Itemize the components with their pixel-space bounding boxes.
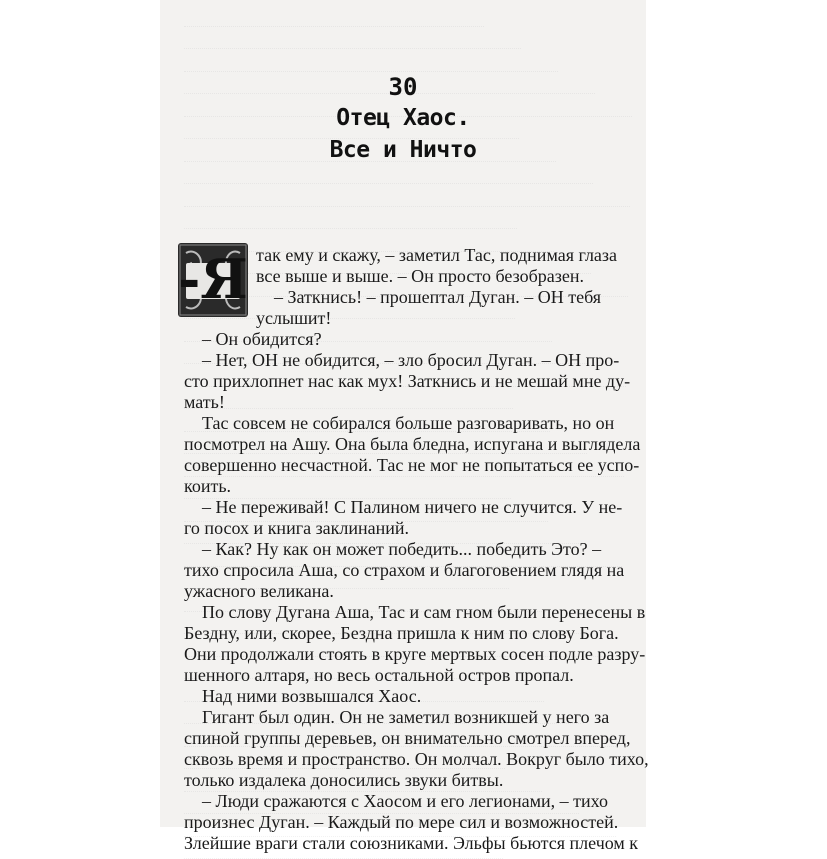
text-line: тихо спросила Аша, со страхом и благоговением глядя на	[184, 560, 624, 581]
text-line: Бездну, или, скорее, Бездна пришла к ним по слову Бога.	[184, 623, 619, 644]
text-line: – Не переживай! С Палином ничего не случится. У не-	[202, 497, 622, 518]
text-line: ужасного великана.	[184, 581, 334, 602]
text-line: шенного алтаря, но весь остальной остров пропал.	[184, 665, 574, 686]
text-line: Злейшие враги стали союзниками. Эльфы бьются плечом к	[184, 833, 638, 854]
text-line: – Заткнись! – прошептал Дуган. – ОН тебя	[274, 287, 601, 308]
bleed-through-line	[184, 184, 630, 207]
book-page	[160, 0, 646, 827]
text-line: По слову Дугана Аша, Тас и сам гном были перенесены в	[202, 602, 645, 623]
chapter-number: 30	[160, 72, 646, 102]
text-line: услышит!	[256, 308, 331, 329]
text-line: Гигант был один. Он не заметил возникшей у него за	[202, 707, 609, 728]
bleed-through-line	[184, 207, 517, 230]
text-line: – Как? Ну как он может победить... победить Это? –	[202, 539, 601, 560]
text-line: коить.	[184, 476, 231, 497]
text-line: все выше и выше. – Он просто безобразен.	[256, 266, 584, 287]
text-line: – Люди сражаются с Хаосом и его легионами, – тихо	[202, 791, 608, 812]
drop-cap-ornament	[178, 243, 248, 317]
text-line: – Нет, ОН не обидится, – зло бросил Дуган. – ОН про-	[202, 350, 619, 371]
text-line: мать!	[184, 392, 225, 413]
chapter-title-line-2: Все и Ничто	[160, 134, 646, 166]
text-line: Над ними возвышался Хаос.	[202, 686, 421, 707]
text-line: сквозь время и пространство. Он молчал. Вокруг было тихо,	[184, 749, 649, 770]
bleed-through-line	[184, 27, 521, 50]
chapter-heading	[160, 72, 646, 166]
text-line: посмотрел на Ашу. Она была бледна, испугана и выглядела	[184, 434, 640, 455]
text-line: произнес Дуган. – Каждый по мере сил и возможностей.	[184, 812, 618, 833]
text-line: Тас совсем не собирался больше разговаривать, но он	[202, 413, 614, 434]
text-line: совершенно несчастной. Тас не мог не попытаться ее успо-	[184, 455, 639, 476]
text-line: только издалека доносились звуки битвы.	[184, 770, 503, 791]
bleed-through-line	[184, 4, 484, 27]
bleed-through-line	[184, 49, 558, 72]
drop-cap-letter: -Я	[178, 249, 248, 309]
text-line: – Он обидится?	[202, 329, 322, 350]
bleed-through-line	[184, 477, 511, 500]
text-line: Они продолжали стоять в круге мертвых сосен подле разру-	[184, 644, 645, 665]
text-line: так ему и скажу, – заметил Тас, поднимая глаза	[256, 245, 617, 266]
chapter-title-line-1: Отец Хаос.	[160, 102, 646, 134]
text-line: сто прихлопнет нас как мух! Заткнись и не мешай мне ду-	[184, 371, 630, 392]
text-line: го посох и книга заклинаний.	[184, 518, 409, 539]
text-line: спиной группы деревьев, он внимательно смотрел вперед,	[184, 728, 630, 749]
